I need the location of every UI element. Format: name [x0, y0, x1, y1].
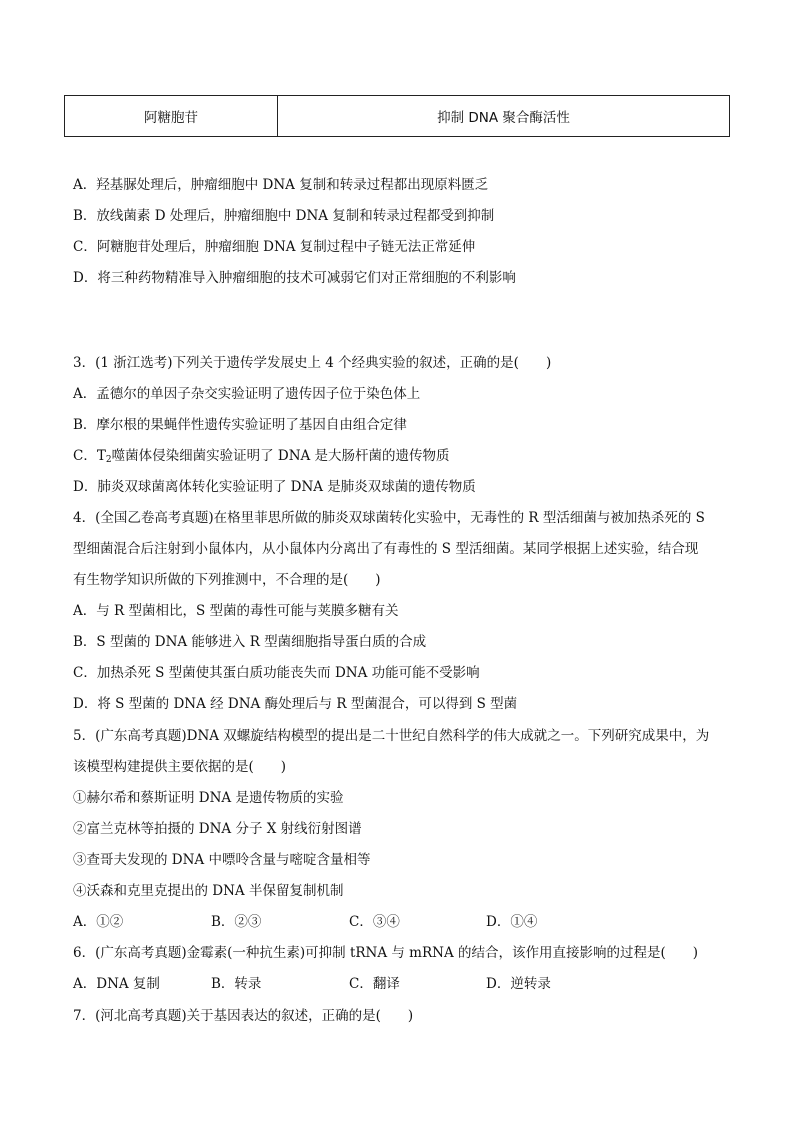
- q5-stem-line-2: 该模型构建提供主要依据的是( ): [73, 759, 287, 775]
- table-row: [65, 96, 730, 137]
- q7-stem: 7．(河北高考真题)关于基因表达的叙述，正确的是( ): [73, 1008, 414, 1024]
- q4-stem-line-2: 型细菌混合后注射到小鼠体内，从小鼠体内分离出了有毒性的 S 型活细菌。某同学根据上述实验，结合现: [73, 541, 699, 557]
- q3-stem: 3．(1 浙江选考)下列关于遗传学发展史上 4 个经典实验的叙述，正确的是( ): [73, 355, 552, 371]
- q2-option-d: D．将三种药物精准导入肿瘤细胞的技术可减弱它们对正常细胞的不利影响: [73, 270, 516, 286]
- drug-name-cell: 阿糖胞苷: [65, 96, 278, 137]
- q3-option-c-prefix: C．T: [73, 448, 106, 464]
- q3-option-c-subscript: 2: [105, 455, 112, 465]
- drug-effect-cell: 抑制 DNA 聚合酶活性: [278, 96, 730, 137]
- q4-option-d: D．将 S 型菌的 DNA 经 DNA 酶处理后与 R 型菌混合，可以得到 S 型菌: [73, 696, 518, 712]
- q3-option-a: A．孟德尔的单因子杂交实验证明了遗传因子位于染色体上: [73, 386, 421, 402]
- q4-stem-line-1: 4．(全国乙卷高考真题)在格里菲思所做的肺炎双球菌转化实验中，无毒性的 R 型活细菌与被加热杀死的 S: [73, 510, 705, 526]
- q4-option-a: A．与 R 型菌相比，S 型菌的毒性可能与荚膜多糖有关: [73, 603, 399, 619]
- q6-option-c: C．翻译: [349, 976, 400, 992]
- q4-option-b: B．S 型菌的 DNA 能够进入 R 型菌细胞指导蛋白质的合成: [73, 634, 427, 650]
- q5-stem-line-1: 5．(广东高考真题)DNA 双螺旋结构模型的提出是二十世纪自然科学的伟大成就之一。下列研究成果中，为: [73, 728, 710, 744]
- q4-stem-line-3: 有生物学知识所做的下列推测中，不合理的是( ): [73, 572, 381, 588]
- q5-item-2: ②富兰克林等拍摄的 DNA 分子 X 射线衍射图谱: [73, 821, 362, 837]
- q6-stem: 6．(广东高考真题)金霉素(一种抗生素)可抑制 tRNA 与 mRNA 的结合，该作用直接影响的过程是( ): [73, 945, 699, 961]
- q6-option-d: D．逆转录: [486, 976, 551, 992]
- drug-table: [64, 95, 730, 137]
- q4-option-c: C．加热杀死 S 型菌使其蛋白质功能丧失而 DNA 功能可能不受影响: [73, 665, 480, 681]
- q5-option-a: A．①②: [73, 914, 124, 930]
- q2-option-c: C．阿糖胞苷处理后，肿瘤细胞 DNA 复制过程中子链无法正常延伸: [73, 239, 476, 255]
- q3-option-c-text: 噬菌体侵染细菌实验证明了 DNA 是大肠杆菌的遗传物质: [111, 448, 450, 464]
- q3-option-d: D．肺炎双球菌离体转化实验证明了 DNA 是肺炎双球菌的遗传物质: [73, 479, 476, 495]
- q6-option-b: B．转录: [211, 976, 262, 992]
- q2-option-b: B．放线菌素 D 处理后，肿瘤细胞中 DNA 复制和转录过程都受到抑制: [73, 208, 495, 224]
- q2-option-a: A．羟基脲处理后，肿瘤细胞中 DNA 复制和转录过程都出现原料匮乏: [73, 177, 489, 193]
- q5-item-4: ④沃森和克里克提出的 DNA 半保留复制机制: [73, 883, 344, 899]
- q3-option-c: [73, 446, 450, 470]
- q6-option-a: A．DNA 复制: [73, 976, 160, 992]
- q5-item-3: ③查哥夫发现的 DNA 中嘌呤含量与嘧啶含量相等: [73, 852, 371, 868]
- q5-option-c: C．③④: [349, 914, 400, 930]
- q5-option-d: D．①④: [486, 914, 538, 930]
- q5-option-b: B．②③: [211, 914, 262, 930]
- q3-option-b: B．摩尔根的果蝇伴性遗传实验证明了基因自由组合定律: [73, 417, 407, 433]
- q5-item-1: ①赫尔希和蔡斯证明 DNA 是遗传物质的实验: [73, 790, 344, 806]
